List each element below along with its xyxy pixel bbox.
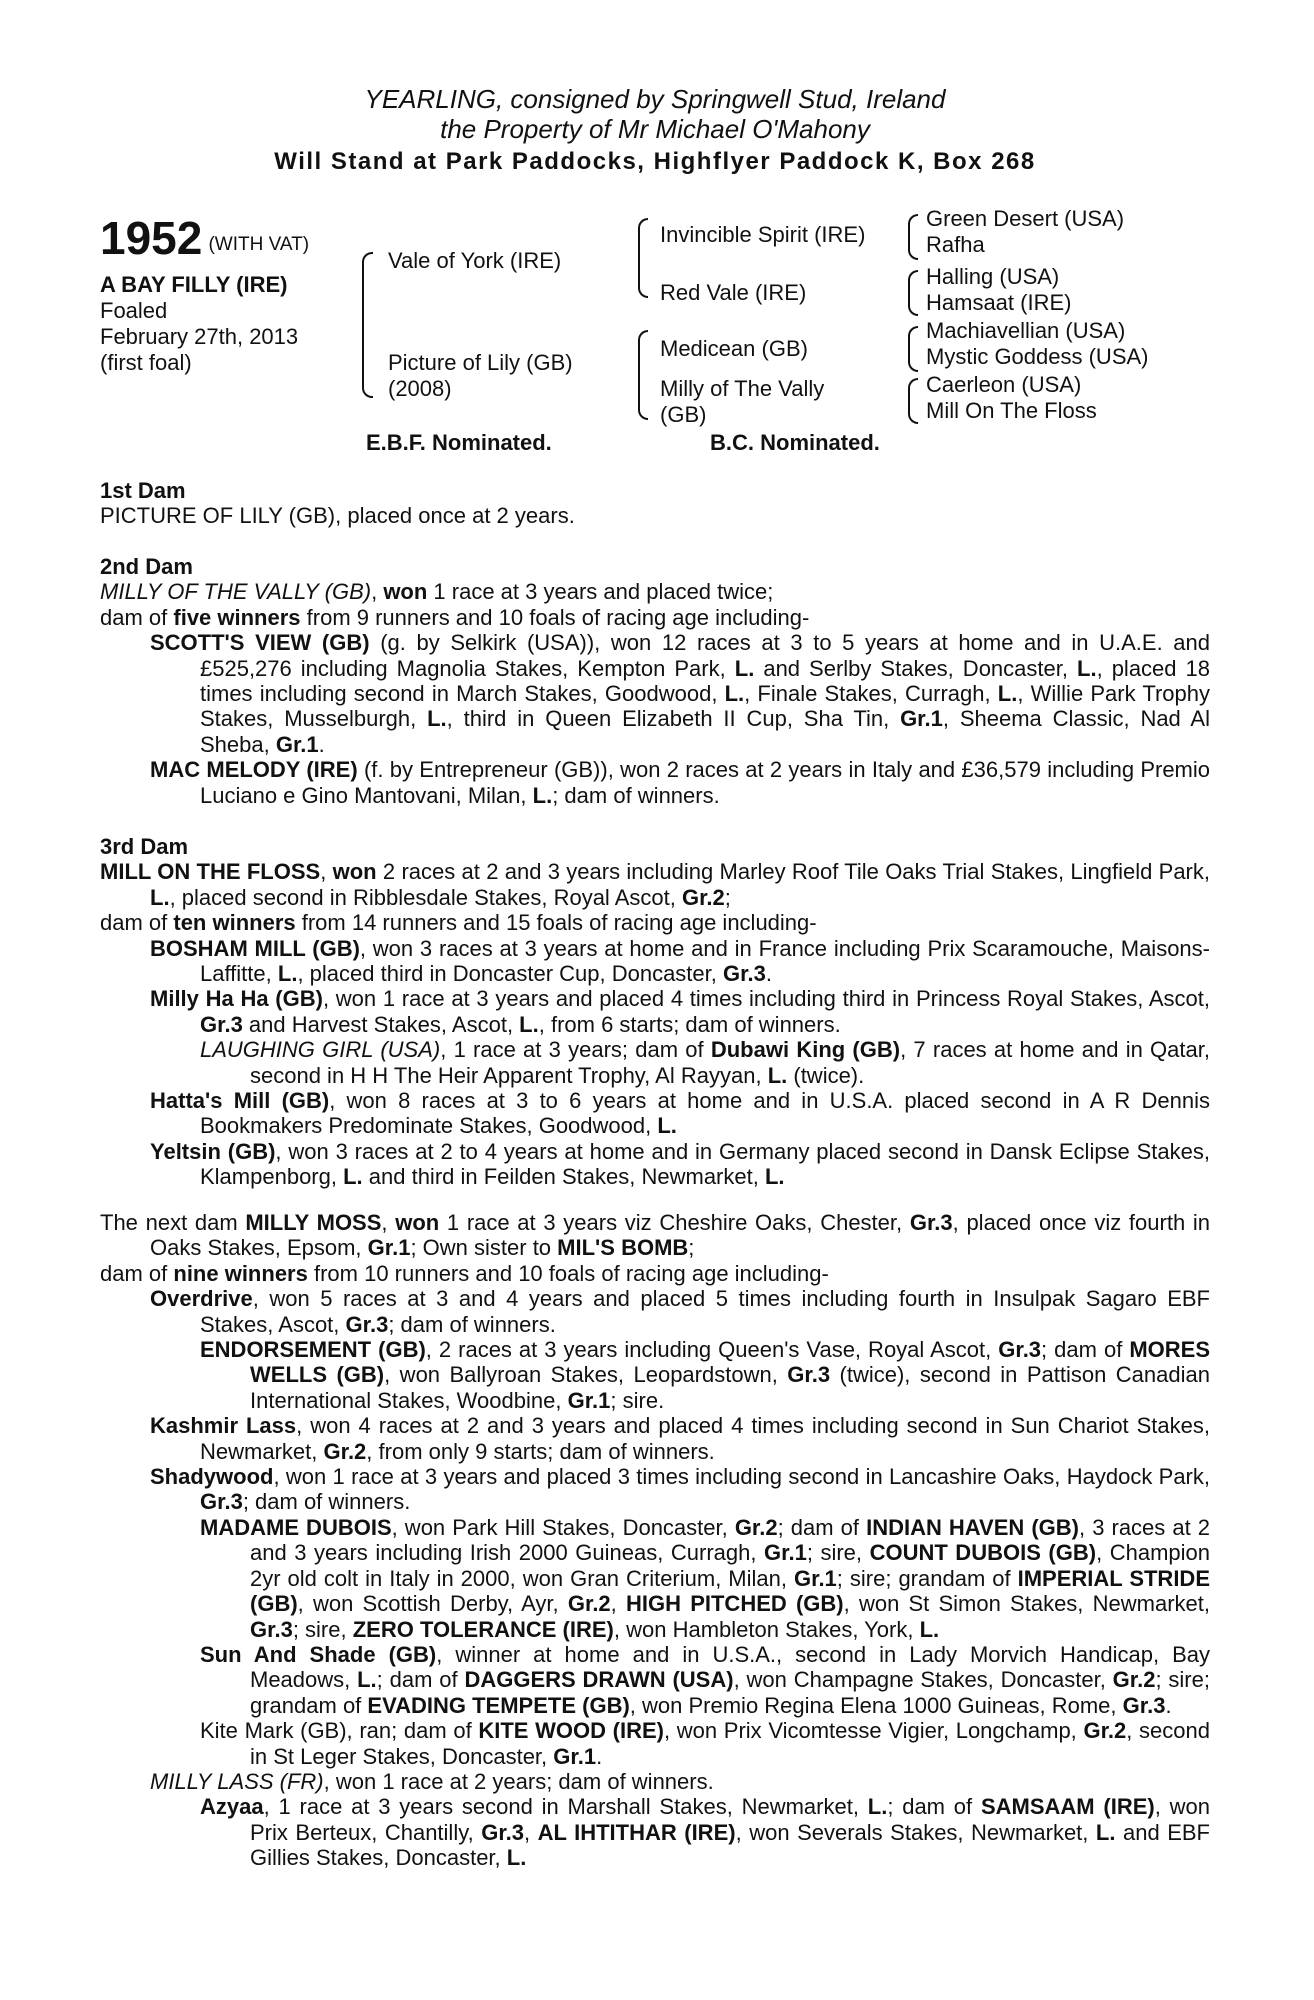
produce-entry: SCOTT'S VIEW (GB) (g. by Selkirk (USA)), won 12 races at 3 to 5 years at home and in U.A.E. and £525,276 including Magnolia Stakes, Kempton Park, L. and Serlby Stakes, Doncaster, L., placed 18 times including second in March Stakes, Goodwood, L., Finale Stakes, Curragh, L., Willie Park Trophy Stakes, Musselburgh, L., third in Queen Elizabeth II Cup, Sha Tin, Gr.1, Sheema Classic, Nad Al Sheba, Gr.1. bbox=[150, 630, 1211, 757]
pedigree-brace bbox=[908, 378, 918, 424]
first-dam-text: PICTURE OF LILY (GB), placed once at 2 years. bbox=[100, 503, 575, 529]
produce-entry: LAUGHING GIRL (USA), 1 race at 3 years; dam of Dubawi King (GB), 7 races at home and in Qatar, second in H H The Heir Apparent Trophy, Al Rayyan, L. (twice). bbox=[200, 1037, 1210, 1088]
produce-entry: MILLY LASS (FR), won 1 race at 2 years; dam of winners. bbox=[150, 1768, 714, 1794]
dam-dam-country: (GB) bbox=[660, 402, 707, 427]
produce-entry: BOSHAM MILL (GB), won 3 races at 3 years at home and in France including Prix Scaramouche, Maisons-Laffitte, L., placed third in Doncaster Cup, Doncaster, Gr.3. bbox=[150, 935, 1210, 987]
lot-number: 1952 bbox=[100, 212, 203, 264]
second-dam-heading: 2nd Dam bbox=[100, 554, 193, 579]
dam-sire-dam: Mystic Goddess (USA) bbox=[926, 344, 1149, 369]
second-dam-text: MILLY OF THE VALLY (GB), won 1 race at 3 years and placed twice; bbox=[100, 579, 774, 605]
sire-sire-dam: Rafha bbox=[926, 232, 985, 257]
next-dam-section bbox=[100, 1210, 1210, 1871]
produce-entry: Azyaa, 1 race at 3 years second in Marshall Stakes, Newmarket, L.; dam of SAMSAAM (IRE), won Prix Berteux, Chantilly, Gr.3, AL IHTITHAR (IRE), won Severals Stakes, Newmarket, L. and EBF Gillies Stakes, Doncaster, L. bbox=[200, 1794, 1210, 1871]
stand-location: Will Stand at Park Paddocks, Highflyer Paddock K, Box 268 bbox=[274, 148, 1036, 175]
first-foal-note: (first foal) bbox=[100, 350, 192, 375]
horse-name: A BAY FILLY (IRE) bbox=[100, 272, 288, 297]
pedigree-brace bbox=[638, 218, 648, 298]
pedigree-brace bbox=[908, 326, 918, 372]
bc-nominated: B.C. Nominated. bbox=[710, 430, 880, 455]
sire-sire: Invincible Spirit (IRE) bbox=[660, 222, 866, 247]
next-dam-produce: dam of nine winners from 10 runners and 10 foals of racing age including- bbox=[100, 1260, 829, 1286]
produce-entry: Overdrive, won 5 races at 3 and 4 years and placed 5 times including fourth in Insulpak Sagaro EBF Stakes, Ascot, Gr.3; dam of winners. bbox=[150, 1286, 1210, 1337]
second-dam-produce: dam of five winners from 9 runners and 10 foals of racing age including- bbox=[100, 604, 810, 630]
produce-entry: Kite Mark (GB), ran; dam of KITE WOOD (IRE), won Prix Vicomtesse Vigier, Longchamp, Gr.2, second in St Leger Stakes, Doncaster, Gr.1. bbox=[200, 1718, 1210, 1769]
produce-entry: ENDORSEMENT (GB), 2 races at 3 years including Queen's Vase, Royal Ascot, Gr.3; dam of MORES WELLS (GB), won Ballyroan Stakes, Leopardstown, Gr.3 (twice), second in Pattison Canadian International Stakes, Woodbine, Gr.1; sire. bbox=[200, 1337, 1210, 1413]
foaled-label: Foaled bbox=[100, 298, 168, 323]
consignor-line: YEARLING, consigned by Springwell Stud, Ireland bbox=[364, 84, 946, 114]
sire-dam-dam: Hamsaat (IRE) bbox=[926, 290, 1072, 315]
first-dam-heading: 1st Dam bbox=[100, 478, 186, 503]
produce-entry: MAC MELODY (IRE) (f. by Entrepreneur (GB)), won 2 races at 2 years in Italy and £36,579 including Premio Luciano e Gino Mantovani, Milan, L.; dam of winners. bbox=[150, 757, 1211, 808]
produce-entry: Sun And Shade (GB), winner at home and in U.S.A., second in Lady Morvich Handicap, Bay Meadows, L.; dam of DAGGERS DRAWN (USA), won Champagne Stakes, Doncaster, Gr.2; sire; grandam of EVADING TEMPETE (GB), won Premio Regina Elena 1000 Guineas, Rome, Gr.3. bbox=[200, 1641, 1211, 1718]
third-dam-heading: 3rd Dam bbox=[100, 834, 189, 859]
third-dam-section bbox=[100, 834, 1210, 1190]
vat-note: (WITH VAT) bbox=[208, 234, 310, 255]
dam-sire-sire: Machiavellian (USA) bbox=[926, 318, 1126, 343]
ebf-nominated: E.B.F. Nominated. bbox=[366, 430, 552, 455]
sire-sire-sire: Green Desert (USA) bbox=[926, 206, 1125, 231]
lot-info bbox=[100, 214, 309, 376]
produce-entry: Milly Ha Ha (GB), won 1 race at 3 years and placed 4 times including third in Princess Royal Stakes, Ascot, Gr.3 and Harvest Stakes, Ascot, L., from 6 starts; dam of winners. bbox=[150, 986, 1210, 1037]
third-dam-produce: dam of ten winners from 14 runners and 15 foals of racing age including- bbox=[100, 910, 817, 936]
first-dam-section bbox=[100, 478, 1210, 529]
pedigree-brace bbox=[908, 270, 918, 316]
dam-year: (2008) bbox=[388, 376, 452, 401]
pedigree-brace bbox=[362, 252, 373, 398]
produce-entry: Shadywood, won 1 race at 3 years and placed 3 times including second in Lancashire Oaks, Haydock Park, Gr.3; dam of winners. bbox=[150, 1464, 1210, 1515]
produce-entry: Hatta's Mill (GB), won 8 races at 3 to 6 years at home and in U.S.A. placed second in A R Dennis Bookmakers Predominate Stakes, Goodwood, L. bbox=[150, 1088, 1210, 1139]
sire-dam-sire: Halling (USA) bbox=[926, 264, 1060, 289]
produce-entry: MADAME DUBOIS, won Park Hill Stakes, Doncaster, Gr.2; dam of INDIAN HAVEN (GB), 3 races at 2 and 3 years including Irish 2000 Guineas, Curragh, Gr.1; sire, COUNT DUBOIS (GB), Champion 2yr old colt in Italy in 2000, won Gran Criterium, Milan, Gr.1; sire; grandam of IMPERIAL STRIDE (GB), won Scottish Derby, Ayr, Gr.2, HIGH PITCHED (GB), won St Simon Stakes, Newmarket, Gr.3; sire, ZERO TOLERANCE (IRE), won Hambleton Stakes, York, L. bbox=[200, 1514, 1211, 1642]
next-dam-text: The next dam MILLY MOSS, won 1 race at 3 years viz Cheshire Oaks, Chester, Gr.3, placed once viz fourth in Oaks Stakes, Epsom, Gr.1; Own sister to MIL'S BOMB; bbox=[100, 1210, 1210, 1261]
third-dam-text: MILL ON THE FLOSS, won 2 races at 2 and 3 years including Marley Roof Tile Oaks Trial Stakes, Lingfield Park, L., placed second in Ribblesdale Stakes, Royal Ascot, Gr.2; bbox=[100, 859, 1210, 910]
dam-sire: Medicean (GB) bbox=[660, 336, 808, 361]
produce-entry: Kashmir Lass, won 4 races at 2 and 3 years and placed 4 times including second in Sun Chariot Stakes, Newmarket, Gr.2, from only 9 starts; dam of winners. bbox=[150, 1413, 1211, 1464]
dam-dam-dam: Mill On The Floss bbox=[926, 398, 1097, 423]
dam: Picture of Lily (GB) bbox=[388, 350, 573, 375]
dam-dam-sire: Caerleon (USA) bbox=[926, 372, 1082, 397]
pedigree-brace bbox=[638, 330, 648, 420]
foaled-date: February 27th, 2013 bbox=[100, 324, 299, 349]
produce-entry: Yeltsin (GB), won 3 races at 2 to 4 years at home and in Germany placed second in Dansk Eclipse Stakes, Klampenborg, L. and third in Feilden Stakes, Newmarket, L. bbox=[150, 1138, 1211, 1190]
dam-dam: Milly of The Vally bbox=[660, 376, 825, 401]
second-dam-section bbox=[100, 554, 1210, 808]
sire-dam: Red Vale (IRE) bbox=[660, 280, 807, 305]
sire: Vale of York (IRE) bbox=[388, 248, 562, 273]
property-line: the Property of Mr Michael O'Mahony bbox=[440, 114, 870, 144]
pedigree-brace bbox=[908, 214, 918, 260]
